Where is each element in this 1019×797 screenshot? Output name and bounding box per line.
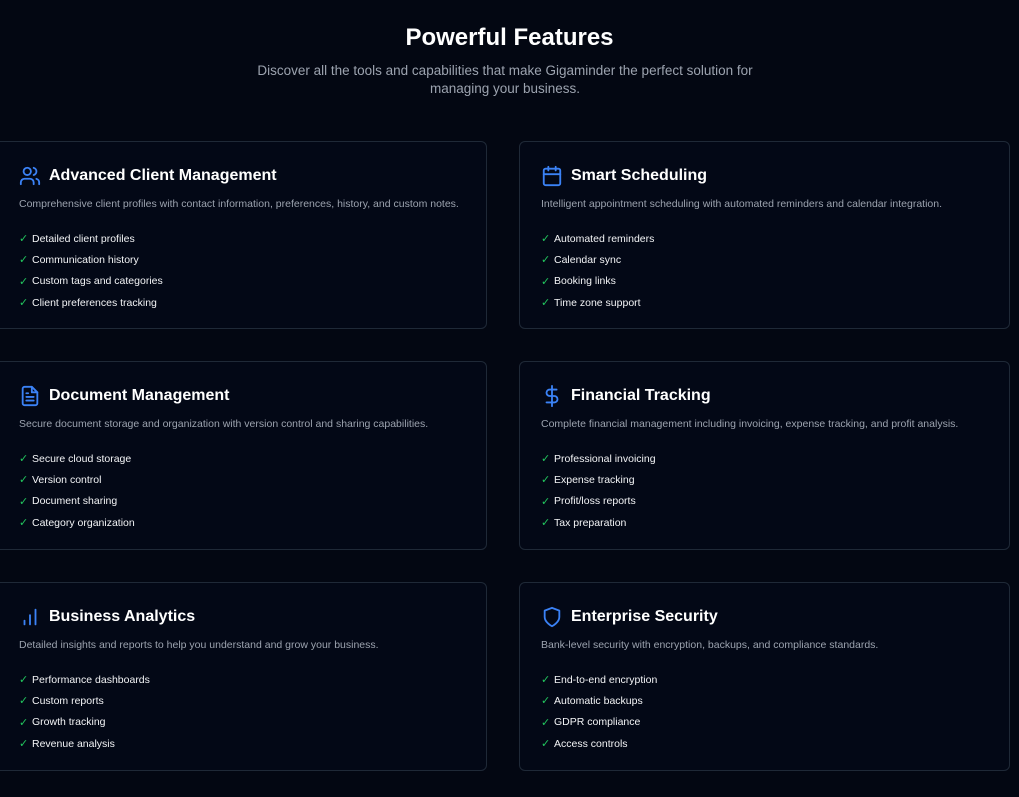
check-icon: ✓ [541,232,551,246]
list-item [541,669,657,690]
check-icon: ✓ [541,494,551,508]
card-title: Smart Scheduling [571,167,708,184]
list-item [19,690,150,711]
list-item [19,271,163,292]
feature-label: Version control [32,473,102,486]
card-description: Bank-level security with encryption, backups, and compliance standards. [541,639,879,651]
users-icon [19,165,41,187]
check-icon: ✓ [541,473,551,487]
check-icon: ✓ [541,694,551,708]
check-icon: ✓ [19,296,29,310]
list-item [19,669,150,690]
card-header [19,605,195,629]
check-icon: ✓ [541,516,551,530]
card-title: Advanced Client Management [49,167,277,184]
feature-card-financial-tracking [519,361,1010,550]
card-description: Secure document storage and organization with version control and sharing capabilities. [19,418,429,430]
card-description: Detailed insights and reports to help you understand and grow your business. [19,639,379,651]
list-item [19,292,163,313]
list-item [541,469,656,490]
card-header [541,384,711,408]
section-subtitle: Discover all the tools and capabilities that make Gigaminder the perfect solution for managing your business. [257,63,753,96]
feature-label: Time zone support [554,296,641,309]
list-item [541,271,654,292]
feature-label: Custom reports [32,694,104,707]
feature-label: Communication history [32,253,139,266]
feature-label: Performance dashboards [32,673,150,686]
calendar-icon [541,165,563,187]
list-item [19,512,135,533]
check-icon: ✓ [541,452,551,466]
list-item [19,491,135,512]
list-item [19,712,150,733]
check-icon: ✓ [541,737,551,751]
bar-chart-icon [19,606,41,628]
feature-label: Tax preparation [554,516,627,529]
feature-list [541,669,657,754]
dollar-sign-icon [541,385,563,407]
feature-label: Custom tags and categories [32,275,163,288]
check-icon: ✓ [541,673,551,687]
list-item [19,249,163,270]
feature-label: Secure cloud storage [32,452,132,465]
feature-list [19,669,150,754]
feature-label: Profit/loss reports [554,495,636,508]
card-header [541,164,707,188]
check-icon: ✓ [19,274,29,288]
feature-card-enterprise-security [519,582,1010,771]
check-icon: ✓ [19,715,29,729]
feature-label: Detailed client profiles [32,232,135,245]
check-icon: ✓ [541,274,551,288]
feature-label: Client preferences tracking [32,296,157,309]
list-item [541,491,656,512]
feature-label: Professional invoicing [554,452,656,465]
list-item [541,249,654,270]
list-item [19,228,163,249]
check-icon: ✓ [19,232,29,246]
feature-card-smart-scheduling [519,141,1010,329]
check-icon: ✓ [19,494,29,508]
feature-list [541,448,656,533]
section-title: Powerful Features [405,24,614,51]
card-title: Financial Tracking [571,387,711,404]
feature-label: Access controls [554,737,628,750]
list-item [541,292,654,313]
list-item [541,512,656,533]
feature-label: Automated reminders [554,232,655,245]
feature-list [19,228,163,313]
feature-card-business-analytics [0,582,487,771]
check-icon: ✓ [19,253,29,267]
card-description: Comprehensive client profiles with contact information, preferences, history, and custom notes. [19,198,459,210]
list-item [541,733,657,754]
list-item [541,690,657,711]
list-item [541,228,654,249]
feature-list [19,448,135,533]
check-icon: ✓ [19,694,29,708]
feature-label: Growth tracking [32,716,106,729]
feature-card-client-management [0,141,487,329]
list-item [541,712,657,733]
feature-label: Expense tracking [554,473,635,486]
card-description: Complete financial management including invoicing, expense tracking, and profit analysis. [541,418,959,430]
check-icon: ✓ [19,737,29,751]
card-title: Enterprise Security [571,608,718,625]
card-header [19,164,277,188]
check-icon: ✓ [541,253,551,267]
feature-label: End-to-end encryption [554,673,658,686]
check-icon: ✓ [541,715,551,729]
card-title: Document Management [49,387,230,404]
feature-label: Category organization [32,516,135,529]
check-icon: ✓ [19,452,29,466]
feature-card-document-management [0,361,487,550]
feature-list [541,228,654,313]
check-icon: ✓ [541,296,551,310]
card-title: Business Analytics [49,608,196,625]
list-item [541,448,656,469]
card-header [19,384,229,408]
feature-label: Document sharing [32,495,118,508]
file-text-icon [19,385,41,407]
feature-label: Revenue analysis [32,737,115,750]
card-description: Intelligent appointment scheduling with automated reminders and calendar integration. [541,198,942,210]
feature-label: Booking links [554,275,616,288]
list-item [19,733,150,754]
list-item [19,469,135,490]
feature-label: Calendar sync [554,253,622,266]
feature-label: GDPR compliance [554,716,641,729]
feature-label: Automatic backups [554,694,643,707]
check-icon: ✓ [19,673,29,687]
check-icon: ✓ [19,473,29,487]
check-icon: ✓ [19,516,29,530]
shield-icon [541,606,563,628]
list-item [19,448,135,469]
card-header [541,605,718,629]
